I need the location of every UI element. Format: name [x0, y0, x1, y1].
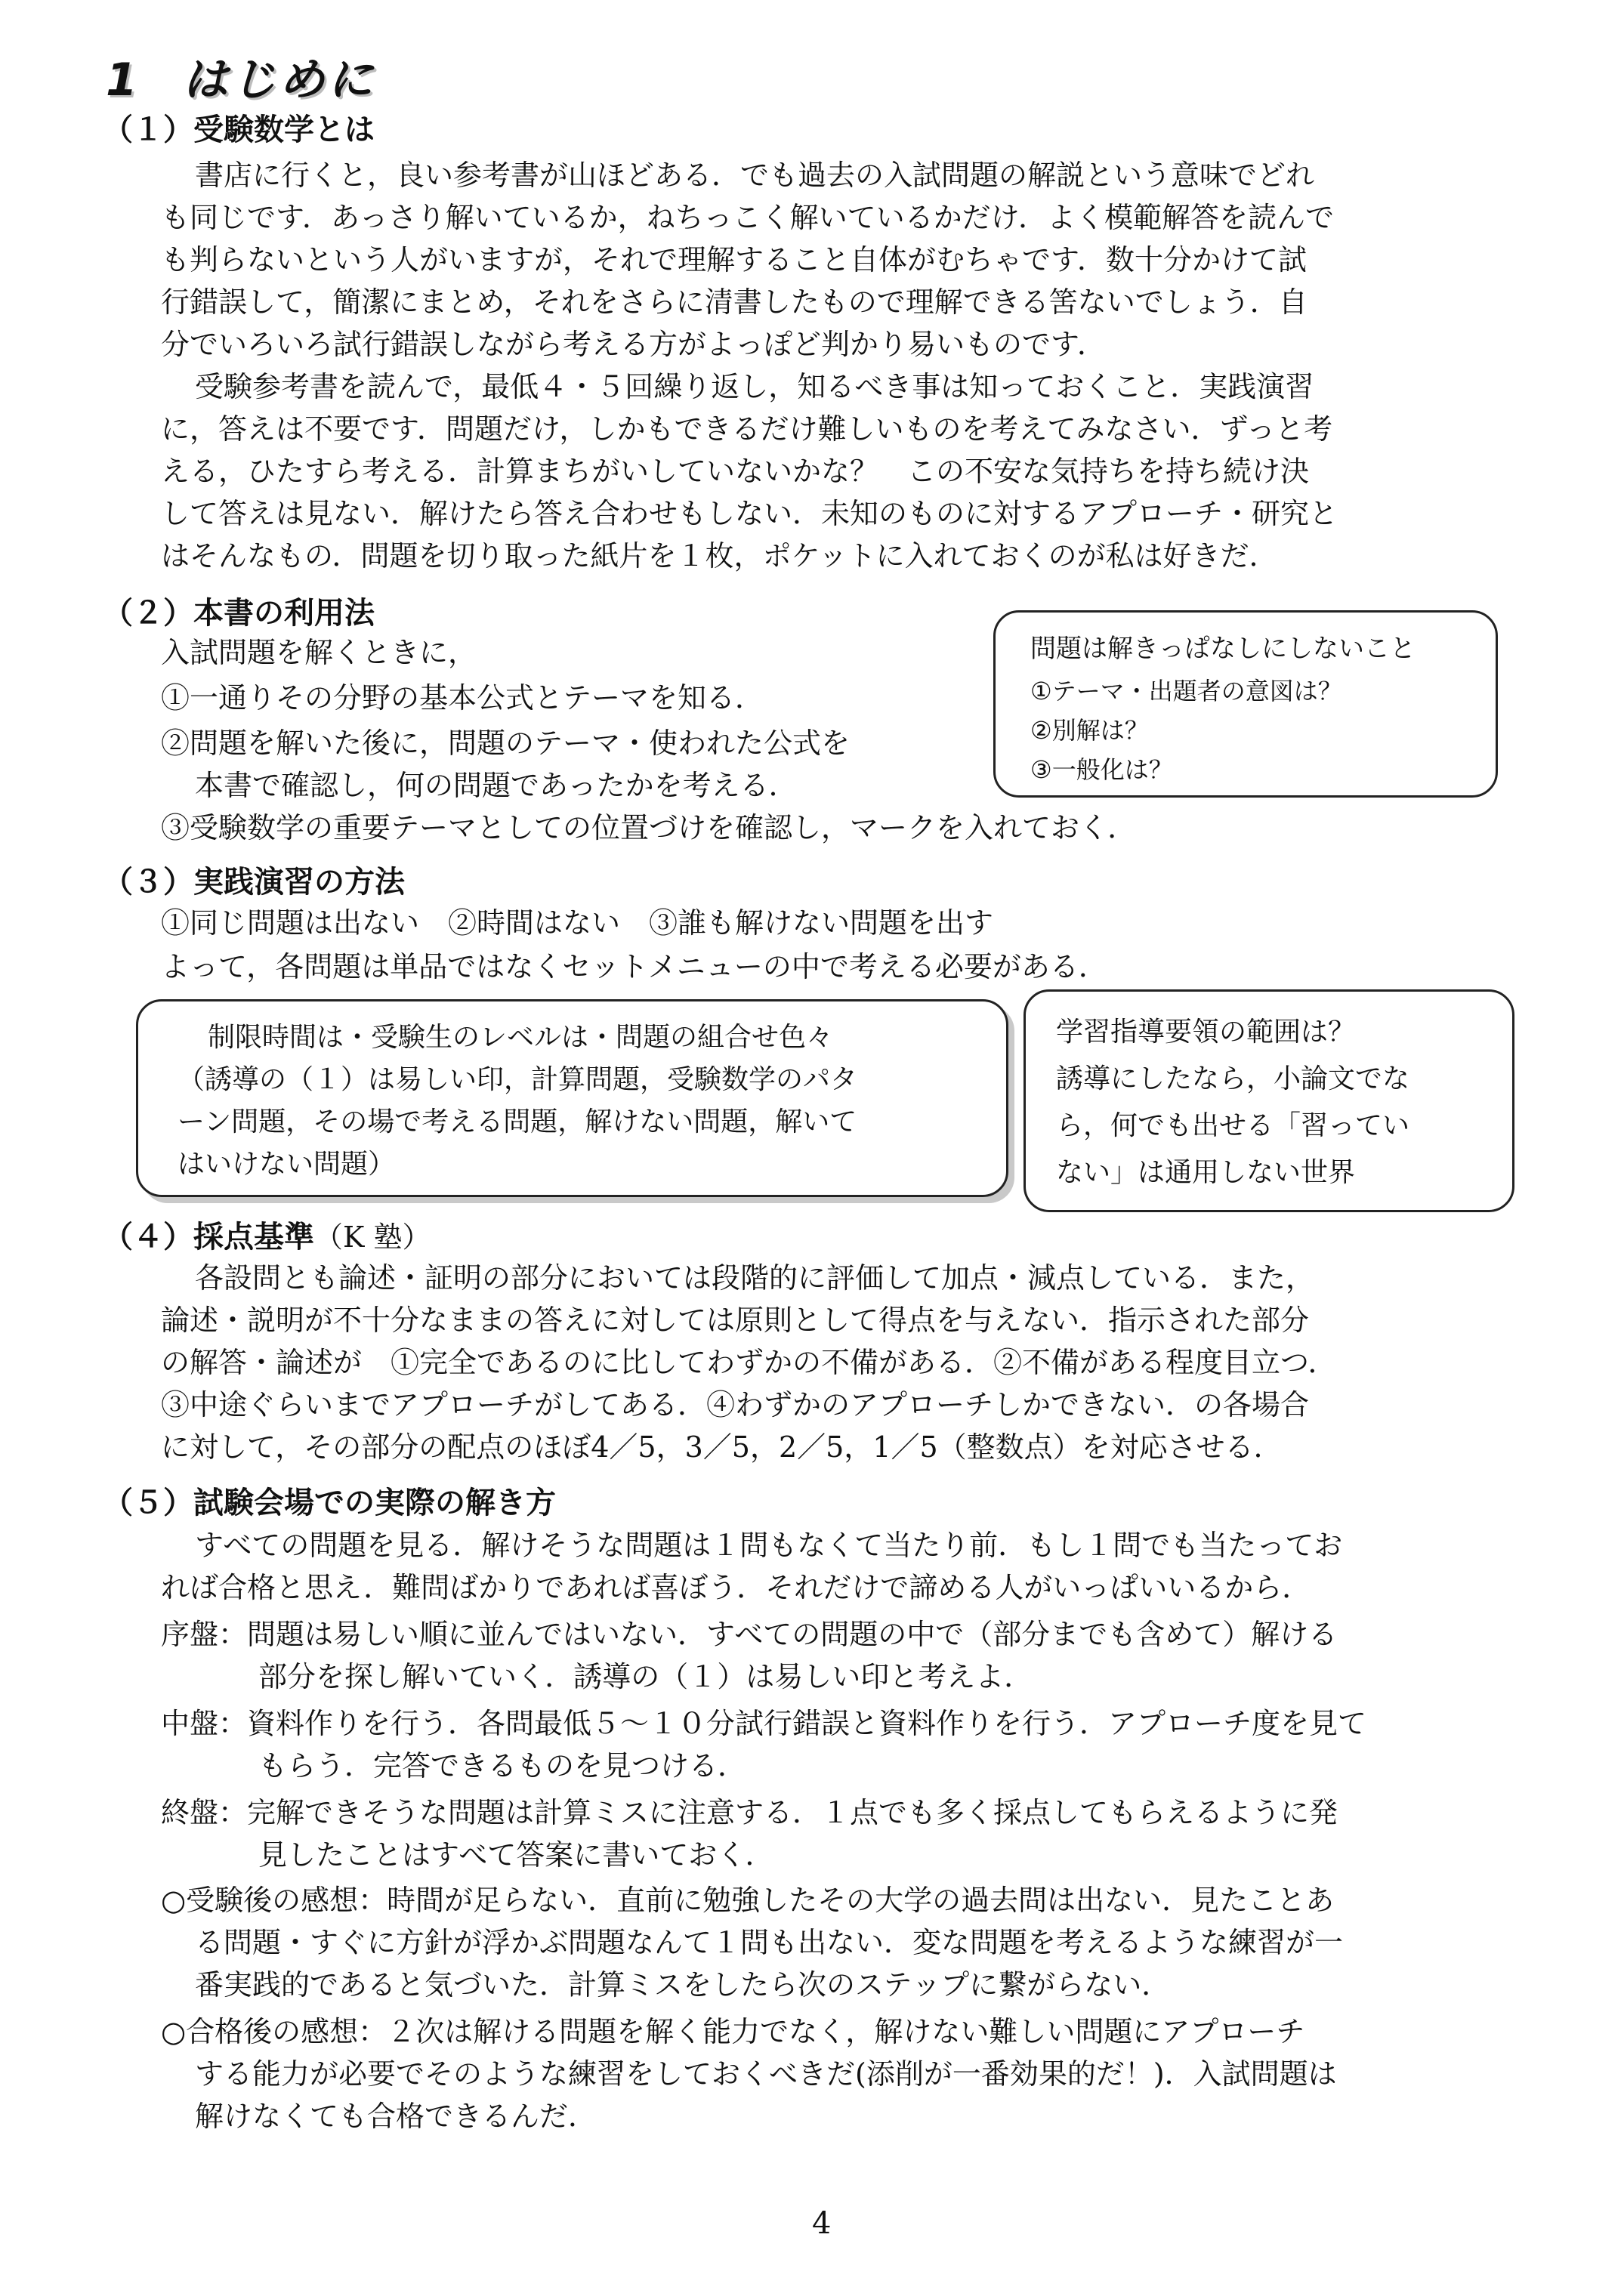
note-line: はいけない問題） — [178, 1149, 396, 1180]
tip-box-heading: 問題は解きっぱなしにしないこと — [1030, 634, 1416, 664]
impression-continuation: 番実践的であると気づいた．計算ミスをしたら次のステップに繋がらない． — [195, 1968, 1171, 2001]
paragraph-line: の解答・論述が ①完全であるのに比してわずかの不備がある．②不備がある程度目立つ． — [161, 1346, 1337, 1379]
paragraph-line: ③中途ぐらいまでアプローチがしてある．④わずかのアプローチしかできない．の各場合 — [161, 1388, 1310, 1421]
list-item: ③受験数学の重要テーマとしての位置づけを確認し，マークを入れておく． — [161, 811, 1137, 844]
section-3-heading: （３）実践演習の方法 — [103, 865, 405, 900]
tip-box-item: ②別解は？ — [1030, 716, 1149, 745]
title-text: はじめに — [182, 54, 376, 106]
paragraph-line: に，答えは不要です．問題だけ，しかもできるだけ難しいものを考えてみなさい．ずっと考 — [161, 412, 1333, 446]
title-number: 1 — [106, 54, 140, 106]
paragraph-line: 分でいろいろ試行錯誤しながら考える方がよっぽど判かり易いものです． — [161, 328, 1106, 361]
list-item-continuation: 本書で確認し，何の問題であったかを考える． — [195, 769, 798, 802]
section-4-heading — [103, 1213, 431, 1256]
page-title — [106, 44, 376, 109]
note-line: ら，何でも出せる「習ってい — [1056, 1110, 1410, 1141]
note-line: 誘導にしたなら，小論文でな — [1056, 1063, 1410, 1094]
section-4-heading-suffix: （K 塾） — [314, 1221, 431, 1254]
stage-late-continuation: 見したことはすべて答案に書いておく． — [258, 1838, 774, 1872]
stage-middle-continuation: もらう．完答できるものを見つける． — [258, 1749, 747, 1782]
paragraph-line: はそんなもの．問題を切り取った紙片を１枚，ポケットに入れておくのが私は好きだ． — [161, 539, 1278, 572]
note-line: （誘導の（１）は易しい印，計算問題，受験数学のパタ — [178, 1064, 858, 1095]
section-2-heading: （２）本書の利用法 — [103, 596, 375, 631]
paragraph-line: れば合格と思え．難問ばかりであれば喜ぼう．それだけで諦める人がいっぱいいるから． — [161, 1571, 1311, 1604]
note-box-right — [1023, 989, 1514, 1212]
paragraph-line: える，ひたすら考える．計算まちがいしていないかな？ この不安な気持ちを持ち続け決 — [161, 455, 1310, 488]
section-4-heading-text: （４）採点基準 — [103, 1220, 314, 1255]
impression-continuation: 解けなくても合格できるんだ． — [195, 2100, 597, 2133]
paragraph-line: して答えは見ない．解けたら答え合わせもしない．未知のものに対するアプローチ・研究と — [161, 497, 1338, 530]
paragraph-line: 受験参考書を読んで，最低４・５回繰り返し，知るべき事は知っておくこと．実践演習 — [195, 370, 1314, 403]
impression-after-pass: ○合格後の感想：２次は解ける問題を解く能力でなく，解けない難しい問題にアプローチ — [161, 2015, 1305, 2048]
impression-continuation: る問題・すぐに方針が浮かぶ問題なんて１問も出ない．変な問題を考えるような練習が一 — [195, 1926, 1344, 1959]
note-box-left — [136, 999, 1008, 1197]
paragraph-line: 入試問題を解くときに， — [161, 636, 477, 669]
tip-box-item: ①テーマ・出題者の意図は？ — [1030, 677, 1342, 705]
paragraph-line: ①同じ問題は出ない ②時間はない ③誰も解けない問題を出す — [161, 906, 994, 940]
list-item: ②問題を解いた後に，問題のテーマ・使われた公式を — [161, 727, 851, 760]
note-line: 学習指導要領の範囲は？ — [1056, 1017, 1356, 1048]
section-1-heading: （１）受験数学とは — [103, 113, 375, 147]
note-line: 制限時間は・受験生のレベルは・問題の組合せ色々 — [208, 1022, 834, 1053]
paragraph-line: も同じです．あっさり解いているか，ねちっこく解いているかだけ．よく模範解答を読んで — [161, 201, 1335, 234]
tip-box-item: ③一般化は？ — [1030, 755, 1173, 784]
paragraph-line: 書店に行くと，良い参考書が山ほどある．でも過去の入試問題の解説という意味でどれ — [195, 159, 1315, 192]
paragraph-line: 各設問とも論述・証明の部分においては段階的に評価して加点・減点している．また， — [195, 1261, 1315, 1295]
paragraph-line: 論述・説明が不十分なままの答えに対しては原則として得点を与えない．指示された部分 — [161, 1304, 1310, 1337]
paragraph-line: よって，各問題は単品ではなくセットメニューの中で考える必要がある． — [161, 950, 1107, 983]
tip-box — [993, 610, 1498, 798]
impression-after-exam: ○受験後の感想：時間が足らない．直前に勉強したその大学の過去問は出ない．見たことあ — [161, 1884, 1335, 1917]
paragraph-line: すべての問題を見る．解けそうな問題は１問もなくて当たり前．もし１問でも当たってお — [195, 1529, 1343, 1562]
paragraph-line: 行錯誤して，簡潔にまとめ，それをさらに清書したもので理解できる筈ないでしょう．自 — [161, 285, 1308, 319]
list-item: ①一通りその分野の基本公式とテーマを知る． — [161, 681, 764, 714]
paragraph-line: に対して，その部分の配点のほぼ4／5，3／5，2／5，1／5（整数点）を対応させる． — [161, 1430, 1283, 1464]
stage-early: 序盤：問題は易しい順に並んではいない．すべての問題の中で（部分までも含めて）解ける — [161, 1618, 1338, 1651]
paragraph-line: も判らないという人がいますが，それで理解すること自体がむちゃです．数十分かけて試 — [161, 243, 1307, 276]
stage-middle: 中盤：資料作りを行う．各問最低５～１０分試行錯誤と資料作りを行う．アプローチ度を見て — [161, 1707, 1367, 1740]
section-5-heading: （５）試験会場での実際の解き方 — [103, 1486, 556, 1520]
note-line: ない」は通用しない世界 — [1056, 1157, 1356, 1188]
stage-late: 終盤：完解できそうな問題は計算ミスに注意する．１点でも多く採点してもらえるように発 — [161, 1796, 1338, 1829]
page-number: 4 — [812, 2206, 832, 2241]
impression-continuation: する能力が必要でそのような練習をしておくべきだ(添削が一番効果的だ！)．入試問題は — [195, 2057, 1337, 2091]
note-line: ーン問題，その場で考える問題，解けない問題，解いて — [178, 1106, 857, 1137]
stage-early-continuation: 部分を探し解いていく．誘導の（１）は易しい印と考えよ． — [258, 1660, 1033, 1693]
